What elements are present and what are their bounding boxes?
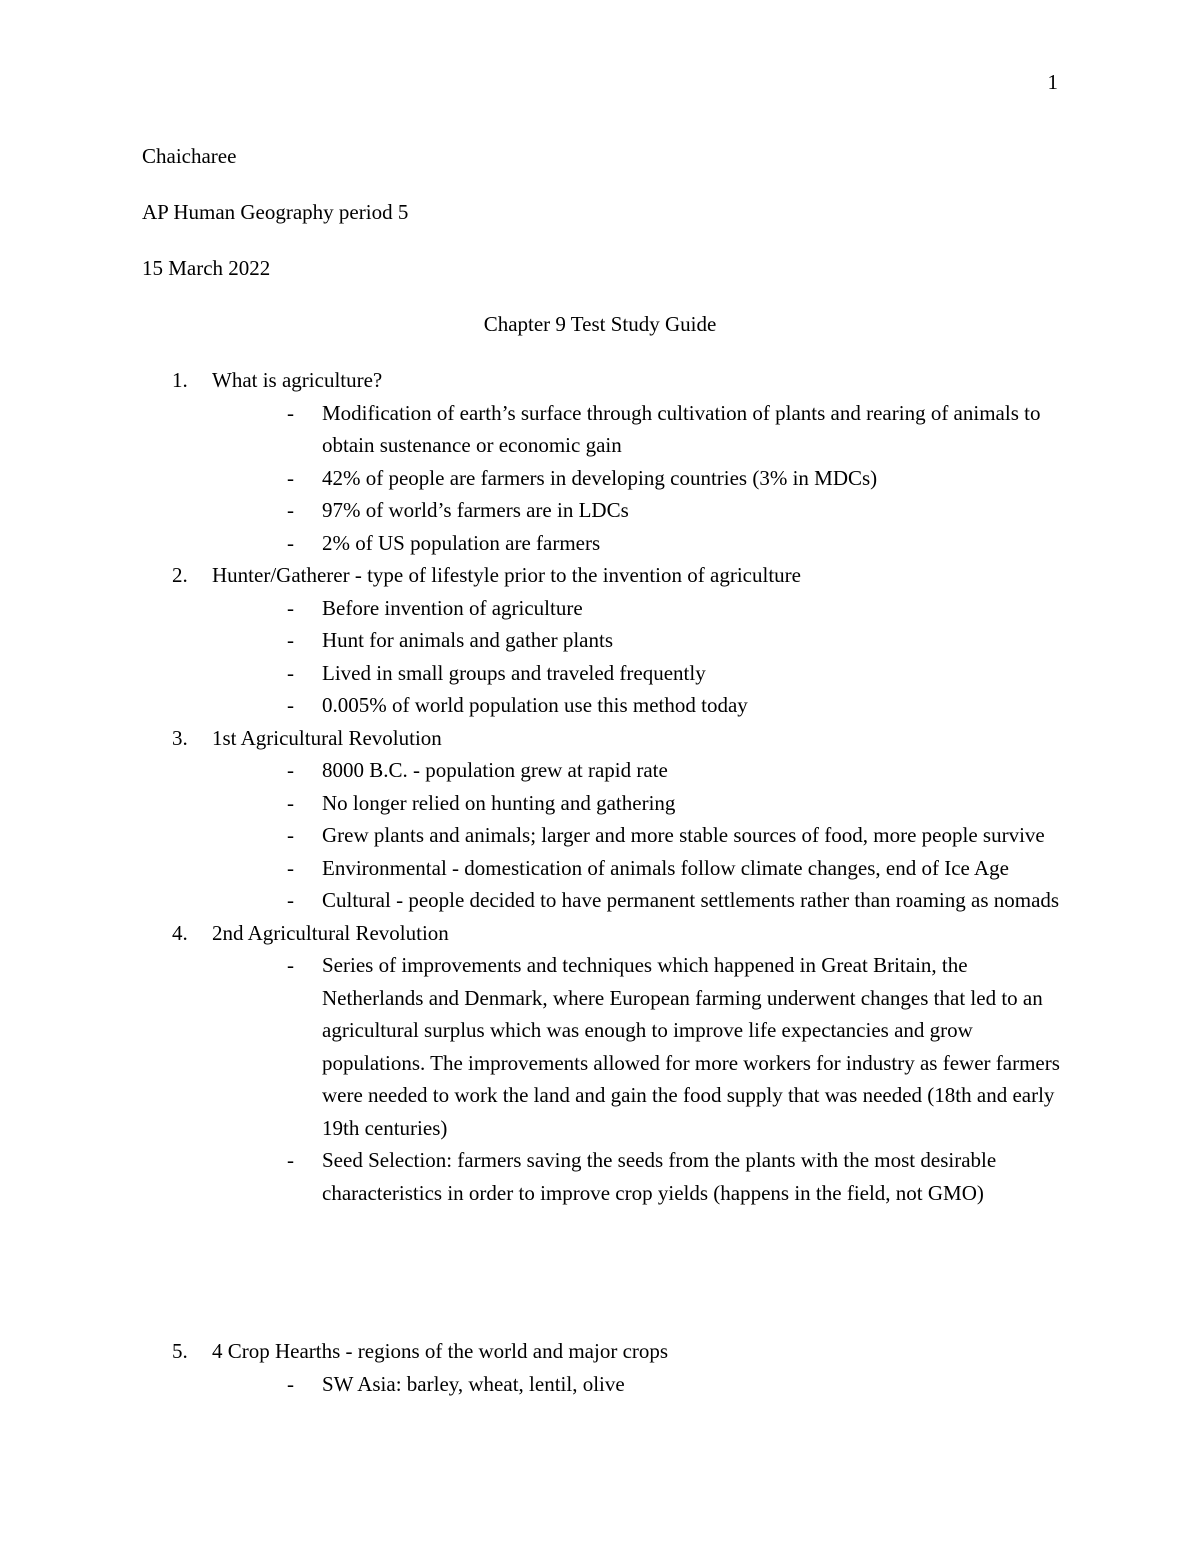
bullet-item <box>282 884 1072 917</box>
bullet-item <box>282 657 1072 690</box>
dash-bullet-marker: - <box>287 595 294 620</box>
dash-bullet-marker: - <box>287 823 294 847</box>
bullet-text: Modification of earth’s surface through cultivation of plants and rearing of animals to obtain sustenance or economic gain <box>322 400 1041 457</box>
bullet-item <box>282 624 1072 657</box>
bullet-text: Seed Selection: farmers saving the seeds from the plants with the most desirable characteristics in order to improve crop yields (happens in the field, not GMO) <box>322 1148 997 1205</box>
question-number: 4. <box>172 920 188 945</box>
question-text: 4 Crop Hearths - regions of the world and major crops <box>212 1339 669 1363</box>
bullet-text: Grew plants and animals; larger and more stable sources of food, more people survive <box>322 823 1045 847</box>
outline-question <box>172 722 1072 917</box>
bullet-text: Environmental - domestication of animals follow climate changes, end of Ice Age <box>322 855 1009 880</box>
bullet-text: Before invention of agriculture <box>322 595 583 620</box>
question-number: 2. <box>172 563 188 587</box>
bullet-item <box>282 754 1072 787</box>
dash-bullet-marker: - <box>287 953 294 977</box>
bullet-item <box>282 852 1072 885</box>
bullet-item <box>282 592 1072 625</box>
bullet-text: 2% of US population are farmers <box>322 530 601 555</box>
question-number: 3. <box>172 725 188 750</box>
bullet-text: 42% of people are farmers in developing countries (3% in MDCs) <box>322 465 878 490</box>
page-number: 1 <box>1047 70 1058 94</box>
question-text: 2nd Agricultural Revolution <box>212 920 449 945</box>
dash-bullet-marker: - <box>287 790 294 815</box>
dash-bullet-marker: - <box>287 855 294 880</box>
bullet-text: Hunt for animals and gather plants <box>322 628 614 652</box>
bullet-item <box>282 1144 1072 1209</box>
dash-bullet-marker: - <box>287 498 294 522</box>
bullet-item <box>282 494 1072 527</box>
dash-bullet-marker: - <box>287 660 294 685</box>
question-number: 1. <box>172 368 188 392</box>
question-text: 1st Agricultural Revolution <box>212 725 442 750</box>
bullet-text: Lived in small groups and traveled frequently <box>322 660 706 685</box>
bullet-text: 8000 B.C. - population grew at rapid rate <box>322 758 668 782</box>
dash-bullet-marker: - <box>287 888 294 912</box>
study-guide-outline <box>172 364 1072 1209</box>
bullet-item <box>282 819 1072 852</box>
dash-bullet-marker: - <box>287 465 294 490</box>
bullet-text: SW Asia: barley, wheat, lentil, olive <box>322 1371 625 1396</box>
document-title: Chapter 9 Test Study Guide <box>483 312 717 336</box>
dash-bullet-marker: - <box>287 530 294 555</box>
bullet-list <box>212 397 1072 560</box>
question-number: 5. <box>172 1339 188 1363</box>
bullet-item <box>282 787 1072 820</box>
bullet-item <box>282 462 1072 495</box>
course-line: AP Human Geography period 5 <box>142 200 409 224</box>
study-guide-outline-continued <box>172 1335 1072 1400</box>
bullet-text: 97% of world’s farmers are in LDCs <box>322 498 629 522</box>
bullet-item <box>282 397 1072 462</box>
bullet-list <box>212 949 1072 1209</box>
dash-bullet-marker: - <box>287 758 294 782</box>
date-line: 15 March 2022 <box>142 256 271 280</box>
author-name: Chaicharee <box>142 144 237 168</box>
bullet-item <box>282 949 1072 1144</box>
bullet-item <box>282 527 1072 560</box>
question-text: Hunter/Gatherer - type of lifestyle prior to the invention of agriculture <box>212 563 801 587</box>
question-text: What is agriculture? <box>212 368 383 392</box>
outline-question <box>172 364 1072 559</box>
bullet-item <box>282 689 1072 722</box>
outline-question <box>172 1335 1072 1400</box>
bullet-list <box>212 592 1072 722</box>
bullet-text: 0.005% of world population use this method today <box>322 693 748 717</box>
dash-bullet-marker: - <box>287 400 294 425</box>
outline-question <box>172 917 1072 1210</box>
outline-question <box>172 559 1072 722</box>
bullet-text: Series of improvements and techniques which happened in Great Britain, the Netherlands and Denmark, where European farming underwent changes that led to an agricultural surplus which was enough to improve life expectancies and grow populations. The improvements allowed for more workers for industry as fewer farmers were needed to work the land and gain the food supply that was needed (18th and early 19th centuries) <box>322 953 1060 1140</box>
bullet-text: No longer relied on hunting and gathering <box>322 790 676 815</box>
dash-bullet-marker: - <box>287 1148 294 1172</box>
dash-bullet-marker: - <box>287 628 294 652</box>
bullet-text: Cultural - people decided to have permanent settlements rather than roaming as nomads <box>322 888 1060 912</box>
bullet-list <box>212 1368 1072 1401</box>
dash-bullet-marker: - <box>287 693 294 717</box>
bullet-item <box>282 1368 1072 1401</box>
dash-bullet-marker: - <box>287 1371 294 1396</box>
bullet-list <box>212 754 1072 917</box>
